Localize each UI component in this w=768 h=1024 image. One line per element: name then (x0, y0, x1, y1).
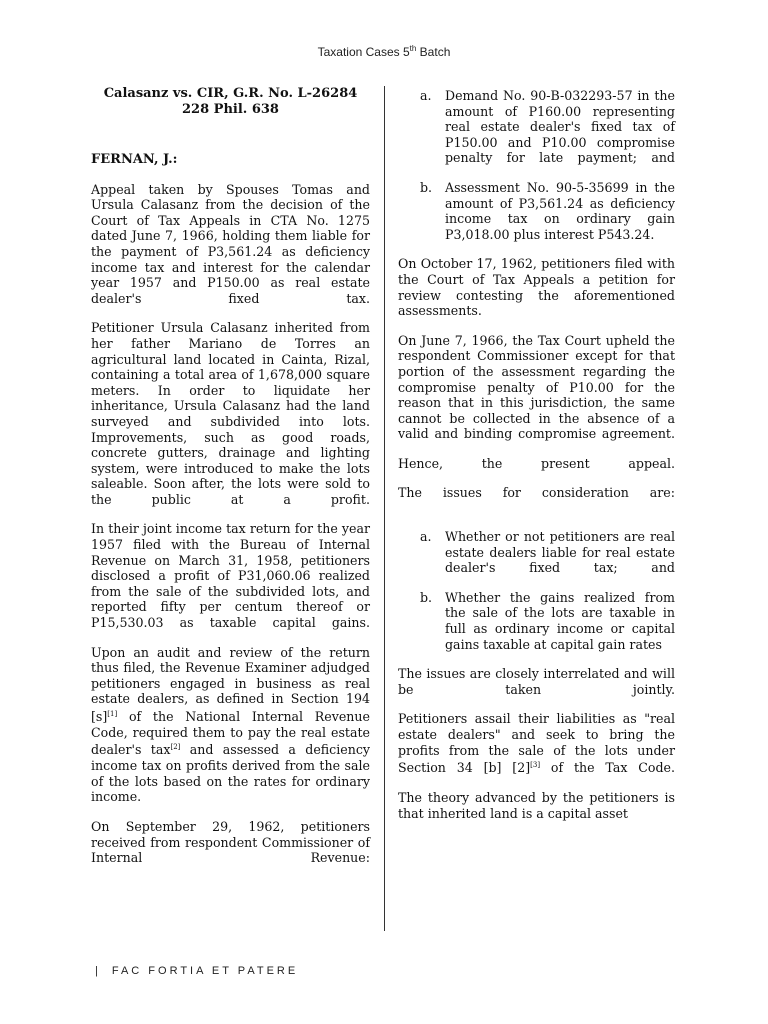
assessment-list (420, 88, 675, 242)
header-title-end: Batch (416, 45, 451, 59)
paragraph-inheritance: Petitioner Ursula Calasanz inherited from her father Mariano de Torres an agricultural land located in Cainta, Rizal, containing a total area of 1,678,000 square meters. In order to liquidate her inheritance, Ursula Calasanz had the land surveyed and subdivided into lots. Improvements, such as good roads, concrete gutters, drainage and lighting system, were introduced to make the lots saleable. Soon after, the lots were sold to the public at a profit. (91, 320, 370, 507)
assail-text-a: Petitioners assail their liabilities as "real estate dealers" and seek to bring the profits from the sale of the lots under Section 34 [b] [2] (398, 711, 675, 776)
list-marker: a. (420, 529, 432, 545)
paragraph-theory: The theory advanced by the petitioners is that inherited land is a capital asset (398, 789, 675, 821)
paragraph-hence: Hence, the present appeal. (398, 455, 675, 471)
case-title-line2: 228 Phil. 638 (182, 102, 279, 117)
paragraph-petition: On October 17, 1962, petitioners filed with the Court of Tax Appeals a petition for review contesting the aforementioned assessments. (398, 256, 675, 319)
left-column (91, 86, 370, 880)
list-item-text: Whether or not petitioners are real estate dealers liable for real estate dealer's fixed tax; and (445, 529, 675, 576)
list-marker: a. (420, 88, 432, 103)
paragraph-received: On September 29, 1962, petitioners received from respondent Commissioner of Internal Revenue: (91, 818, 370, 866)
page-header (0, 44, 768, 59)
paragraph-income-return: In their joint income tax return for the year 1957 filed with the Bureau of Internal Revenue on March 31, 1958, petitioners disclosed a profit of P31,060.06 realized from the sale of the subdivided lots, and reported fifty per centum thereof or P15,530.03 as taxable capital gains. (91, 521, 370, 631)
right-column (398, 88, 675, 835)
judge-name: FERNAN, J.: (91, 152, 178, 167)
assail-text-b: of the Tax Code. (540, 760, 675, 776)
list-item-text: Assessment No. 90-5-35699 in the amount of P3,561.24 as deficiency income tax on ordinary gain P3,018.00 plus interest P543.24. (445, 179, 675, 242)
footer-motto: FAC FORTIA ET PATERE (111, 965, 299, 977)
audit-text-b: of the National Internal Revenue Code, required them to pay the real estate dealer's tax (91, 709, 370, 758)
issues-list (420, 529, 675, 652)
list-item (420, 590, 675, 652)
list-item-text: Whether the gains realized from the sale of the lots are taxable in full as ordinary income or capital gains taxable at capital gain rates (445, 589, 675, 652)
audit-text-a: Upon an audit and review of the return thus filed, the Revenue Examiner adjudged petitioners engaged in business as real estate dealers, as defined in Section 194 [s] (91, 644, 370, 725)
paragraph-issues-intro: The issues for consideration are: (398, 485, 675, 501)
audit-text-c: and assessed a deficiency income tax on profits derived from the sale of the lots based on the rates for ordinary income. (91, 742, 370, 805)
paragraph-tax-court: On June 7, 1966, the Tax Court upheld the respondent Commissioner except for that portion of the assessment regarding the compromise penalty of P10.00 for the reason that in this jurisdiction, the same cannot be collected in the absence of a valid and binding compromise agreement. (398, 332, 675, 442)
list-marker: b. (420, 589, 433, 605)
list-item (420, 529, 675, 576)
case-title (91, 86, 370, 118)
list-item-text: Demand No. 90-B-032293-57 in the amount of P160.00 representing real estate dealer's fixed tax of P150.00 and P10.00 compromise penalty for late payment; and (445, 88, 675, 166)
header-title-sup: th (409, 44, 417, 53)
footer-bar: | (95, 965, 98, 977)
paragraph-appeal: Appeal taken by Spouses Tomas and Ursula Calasanz from the decision of the Court of Tax Appeals in CTA No. 1275 dated June 7, 1966, holding them liable for the payment of P3,561.24 as deficiency income tax and interest for the calendar year 1957 and P150.00 as real estate dealer's fixed tax. (91, 181, 370, 306)
page-footer (95, 965, 298, 977)
paragraph-assail (398, 711, 675, 776)
column-divider (384, 86, 385, 931)
list-item (420, 88, 675, 166)
paragraph-interrelated: The issues are closely interrelated and will be taken jointly. (398, 666, 675, 697)
footnote-ref-3[interactable]: [3] (530, 761, 541, 770)
header-title: Taxation Cases 5 (317, 45, 410, 59)
list-marker: b. (420, 179, 433, 195)
footnote-ref-1[interactable]: [1] (107, 710, 118, 718)
case-title-line1: Calasanz vs. CIR, G.R. No. L-26284 (103, 86, 358, 101)
paragraph-audit (91, 645, 370, 805)
footnote-ref-2[interactable]: [2] (170, 743, 181, 752)
list-item (420, 180, 675, 242)
